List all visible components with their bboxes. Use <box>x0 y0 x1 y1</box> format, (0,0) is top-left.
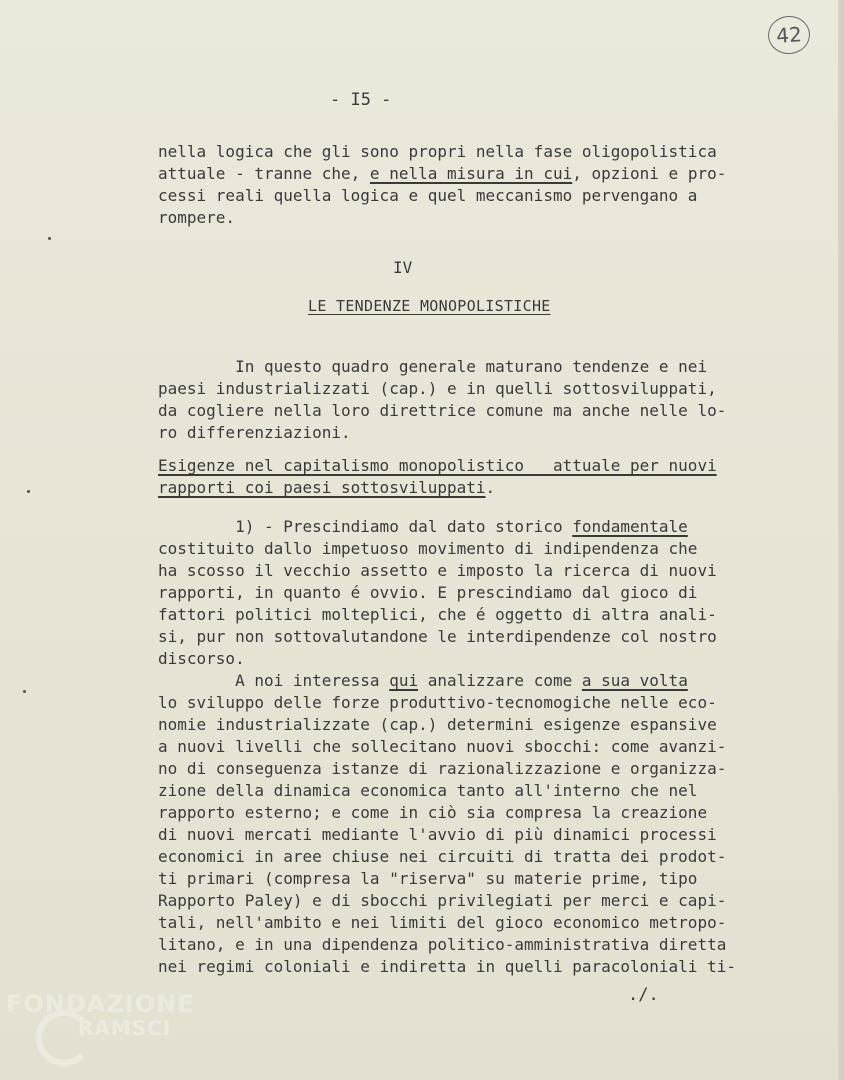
watermark-text: FONDAZIONE <box>6 990 195 1018</box>
underlined-phrase: fondamentale <box>572 517 688 536</box>
text-line: cessi reali quella logica e quel meccanismo pervengano a <box>158 186 698 205</box>
margin-dot <box>48 237 51 240</box>
text-line: a nuovi livelli che sollecitano nuovi sbocchi: come avanzi- <box>158 737 727 756</box>
text-line: rapporto esterno; e come in ciò sia compresa la creazione <box>158 803 708 822</box>
underlined-phrase: a sua volta <box>581 671 688 690</box>
text-fragment: . <box>485 478 496 497</box>
text-line: Rapporto Paley) e di sbocchi privilegiati per merci e capi- <box>158 891 727 910</box>
margin-dot <box>23 690 26 693</box>
text-line: paesi industrializzati (cap.) e in quelli sottosviluppati, <box>158 379 717 398</box>
text-line: ti primari (compresa la "riserva" su materie prime, tipo <box>158 869 698 888</box>
folio-number: 42 <box>767 15 812 56</box>
text-line: nella logica che gli sono propri nella fase oligopolistica <box>158 142 717 161</box>
text-line: no di conseguenza istanze di razionalizzazione e organizza- <box>158 759 727 778</box>
text-line: lo sviluppo delle forze produttivo-tecnomogiche nelle eco- <box>158 693 717 712</box>
text-fragment: attuale - tranne che, <box>158 164 370 183</box>
text-line: nomie industrializzate (cap.) determini esigenze espansive <box>158 715 717 734</box>
watermark-text: RAMSCI <box>78 1016 172 1040</box>
margin-dot <box>27 490 30 493</box>
text-fragment: A noi interessa <box>158 671 390 690</box>
text-line: discorso. <box>158 649 245 668</box>
text-fragment: 1) - Prescindiamo dal dato storico <box>158 517 573 536</box>
subheading-line <box>158 477 495 499</box>
archive-watermark <box>6 990 206 1070</box>
section-title: LE TENDENZE MONOPOLISTICHE <box>308 297 551 315</box>
text-line: si, pur non sottovalutandone le interdipendenze col nostro <box>158 627 717 646</box>
text-line: zione della dinamica economica tanto all'interno che nel <box>158 781 698 800</box>
underlined-phrase: qui <box>389 671 419 690</box>
text-line <box>158 163 726 185</box>
text-line: In questo quadro generale maturano tendenze e nei <box>158 357 708 376</box>
text-line: litano, e in una dipendenza politico-amministrativa diretta <box>158 935 727 954</box>
page-edge <box>838 0 844 1080</box>
text-fragment: , opzioni e pro- <box>572 164 727 183</box>
text-line: economici in aree chiuse nei circuiti di tratta dei prodot- <box>158 847 727 866</box>
text-line: ro differenziazioni. <box>158 423 351 442</box>
text-line: rompere. <box>158 208 236 227</box>
text-line: ha scosso il vecchio assetto e imposto la ricerca di nuovi <box>158 561 717 580</box>
text-line <box>158 516 688 538</box>
subheading-line: Esigenze nel capitalismo monopolistico attuale per nuovi <box>158 456 717 475</box>
page-number: - I5 - <box>330 90 392 110</box>
text-line: di nuovi mercati mediante l'avvio di più dinamici processi <box>158 825 717 844</box>
section-number: IV <box>393 258 413 277</box>
text-line <box>158 670 688 692</box>
underlined-phrase: e nella misura in cui <box>369 164 573 183</box>
underlined-phrase: rapporti coi paesi sottosviluppati <box>158 478 486 497</box>
text-fragment: analizzare come <box>418 671 582 690</box>
text-line: costituito dallo impetuoso movimento di indipendenza che <box>158 539 698 558</box>
text-line: tali, nell'ambito e nei limiti del gioco economico metropo- <box>158 913 727 932</box>
text-line: rapporti, in quanto é ovvio. E prescindiamo dal gioco di <box>158 583 698 602</box>
continuation-mark: ./. <box>628 985 659 1005</box>
text-line: da cogliere nella loro direttrice comune ma anche nelle lo- <box>158 401 727 420</box>
text-line: fattori politici molteplici, che é oggetto di altra anali- <box>158 605 717 624</box>
text-line: nei regimi coloniali e indiretta in quelli paracoloniali ti- <box>158 957 736 976</box>
